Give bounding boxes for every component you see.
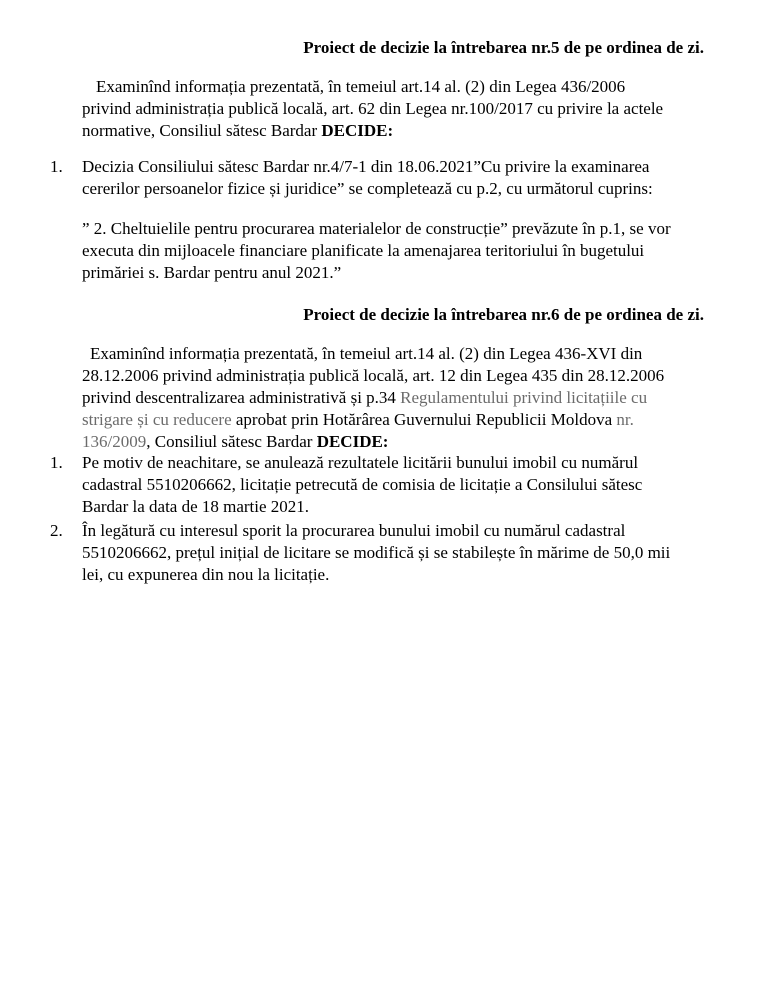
list-item-number: 1. bbox=[50, 453, 63, 472]
section6-item2-line1: În legătură cu interesul sporit la procurarea bunului imobil cu numărul cadastral bbox=[82, 521, 626, 540]
section6-decide-label: DECIDE: bbox=[316, 432, 389, 451]
section5-intro-text: normative, Consiliul sătesc Bardar bbox=[82, 121, 322, 140]
section5-decide-label: DECIDE: bbox=[321, 121, 394, 140]
section6-intro bbox=[82, 343, 712, 453]
section6-intro-line4 bbox=[82, 409, 712, 431]
section6-item1-line1: Pe motiv de neachitare, se anulează rezultatele licitării bunului imobil cu numărul bbox=[82, 453, 639, 472]
section5-intro-line1: Examinînd informația prezentată, în temeiul art.14 al. (2) din Legea 436/2006 bbox=[96, 77, 626, 96]
section6-heading: Proiect de decizie la întrebarea nr.6 de pe ordinea de zi. bbox=[303, 305, 704, 324]
section5-intro bbox=[82, 76, 712, 142]
section6-intro-text: privind descentralizarea administrativă și p.34 bbox=[82, 388, 401, 407]
decision-number-label: nr. bbox=[616, 410, 634, 429]
section6-intro-line5 bbox=[82, 431, 712, 453]
section5-intro-line3 bbox=[82, 120, 712, 142]
section5-item1-line2: cererilor persoanelor fizice și juridice” se completează cu p.2, cu următorul cuprins: bbox=[82, 179, 653, 198]
section5-quote-line3: primăriei s. Bardar pentru anul 2021.” bbox=[82, 263, 342, 282]
regulation-reference: Regulamentului privind licitațiile cu bbox=[400, 388, 648, 407]
government-decision-text: aprobat prin Hotărârea Guvernului Republicii Moldova bbox=[231, 410, 617, 429]
regulation-reference-cont: strigare și cu reducere bbox=[82, 410, 232, 429]
section6-list-item-1 bbox=[50, 452, 720, 518]
section5-quote-line1: ” 2. Cheltuielile pentru procurarea materialelor de construcție” prevăzute în p.1, se vor bbox=[82, 219, 671, 238]
section6-intro-line2: 28.12.2006 privind administrația publică locală, art. 12 din Legea 435 din 28.12.2006 bbox=[82, 366, 665, 385]
section5-quoted-point bbox=[82, 218, 722, 284]
section5-intro-line2: privind administrația publică locală, art. 62 din Legea nr.100/2017 cu privire la actele bbox=[82, 99, 664, 118]
section6-list-item-2 bbox=[50, 520, 720, 586]
section6-item1-line3: Bardar la data de 18 martie 2021. bbox=[82, 497, 310, 516]
list-item-number: 1. bbox=[50, 157, 63, 176]
section6-item1-line2: cadastral 5510206662, licitație petrecută de comisia de licitație a Consilului sătesc bbox=[82, 475, 643, 494]
section6-item2-line3: lei, cu expunerea din nou la licitație. bbox=[82, 565, 330, 584]
section5-list-item-1 bbox=[50, 156, 720, 200]
section6-intro-line3 bbox=[82, 387, 712, 409]
section5-heading: Proiect de decizie la întrebarea nr.5 de pe ordinea de zi. bbox=[303, 38, 704, 57]
list-item-number: 2. bbox=[50, 521, 63, 540]
decision-number: 136/2009 bbox=[82, 432, 147, 451]
section5-item1-line1: Decizia Consiliului sătesc Bardar nr.4/7-1 din 18.06.2021”Cu privire la examinarea bbox=[82, 157, 650, 176]
section5-quote-line2: executa din mijloacele financiare planificate la amenajarea teritoriului în bugetului bbox=[82, 241, 645, 260]
council-text: , Consiliul sătesc Bardar bbox=[146, 432, 317, 451]
section6-intro-line1: Examinînd informația prezentată, în temeiul art.14 al. (2) din Legea 436-XVI din bbox=[90, 344, 643, 363]
section6-item2-line2: 5510206662, prețul inițial de licitare se modifică și se stabilește în mărime de 50,0 mii bbox=[82, 543, 671, 562]
